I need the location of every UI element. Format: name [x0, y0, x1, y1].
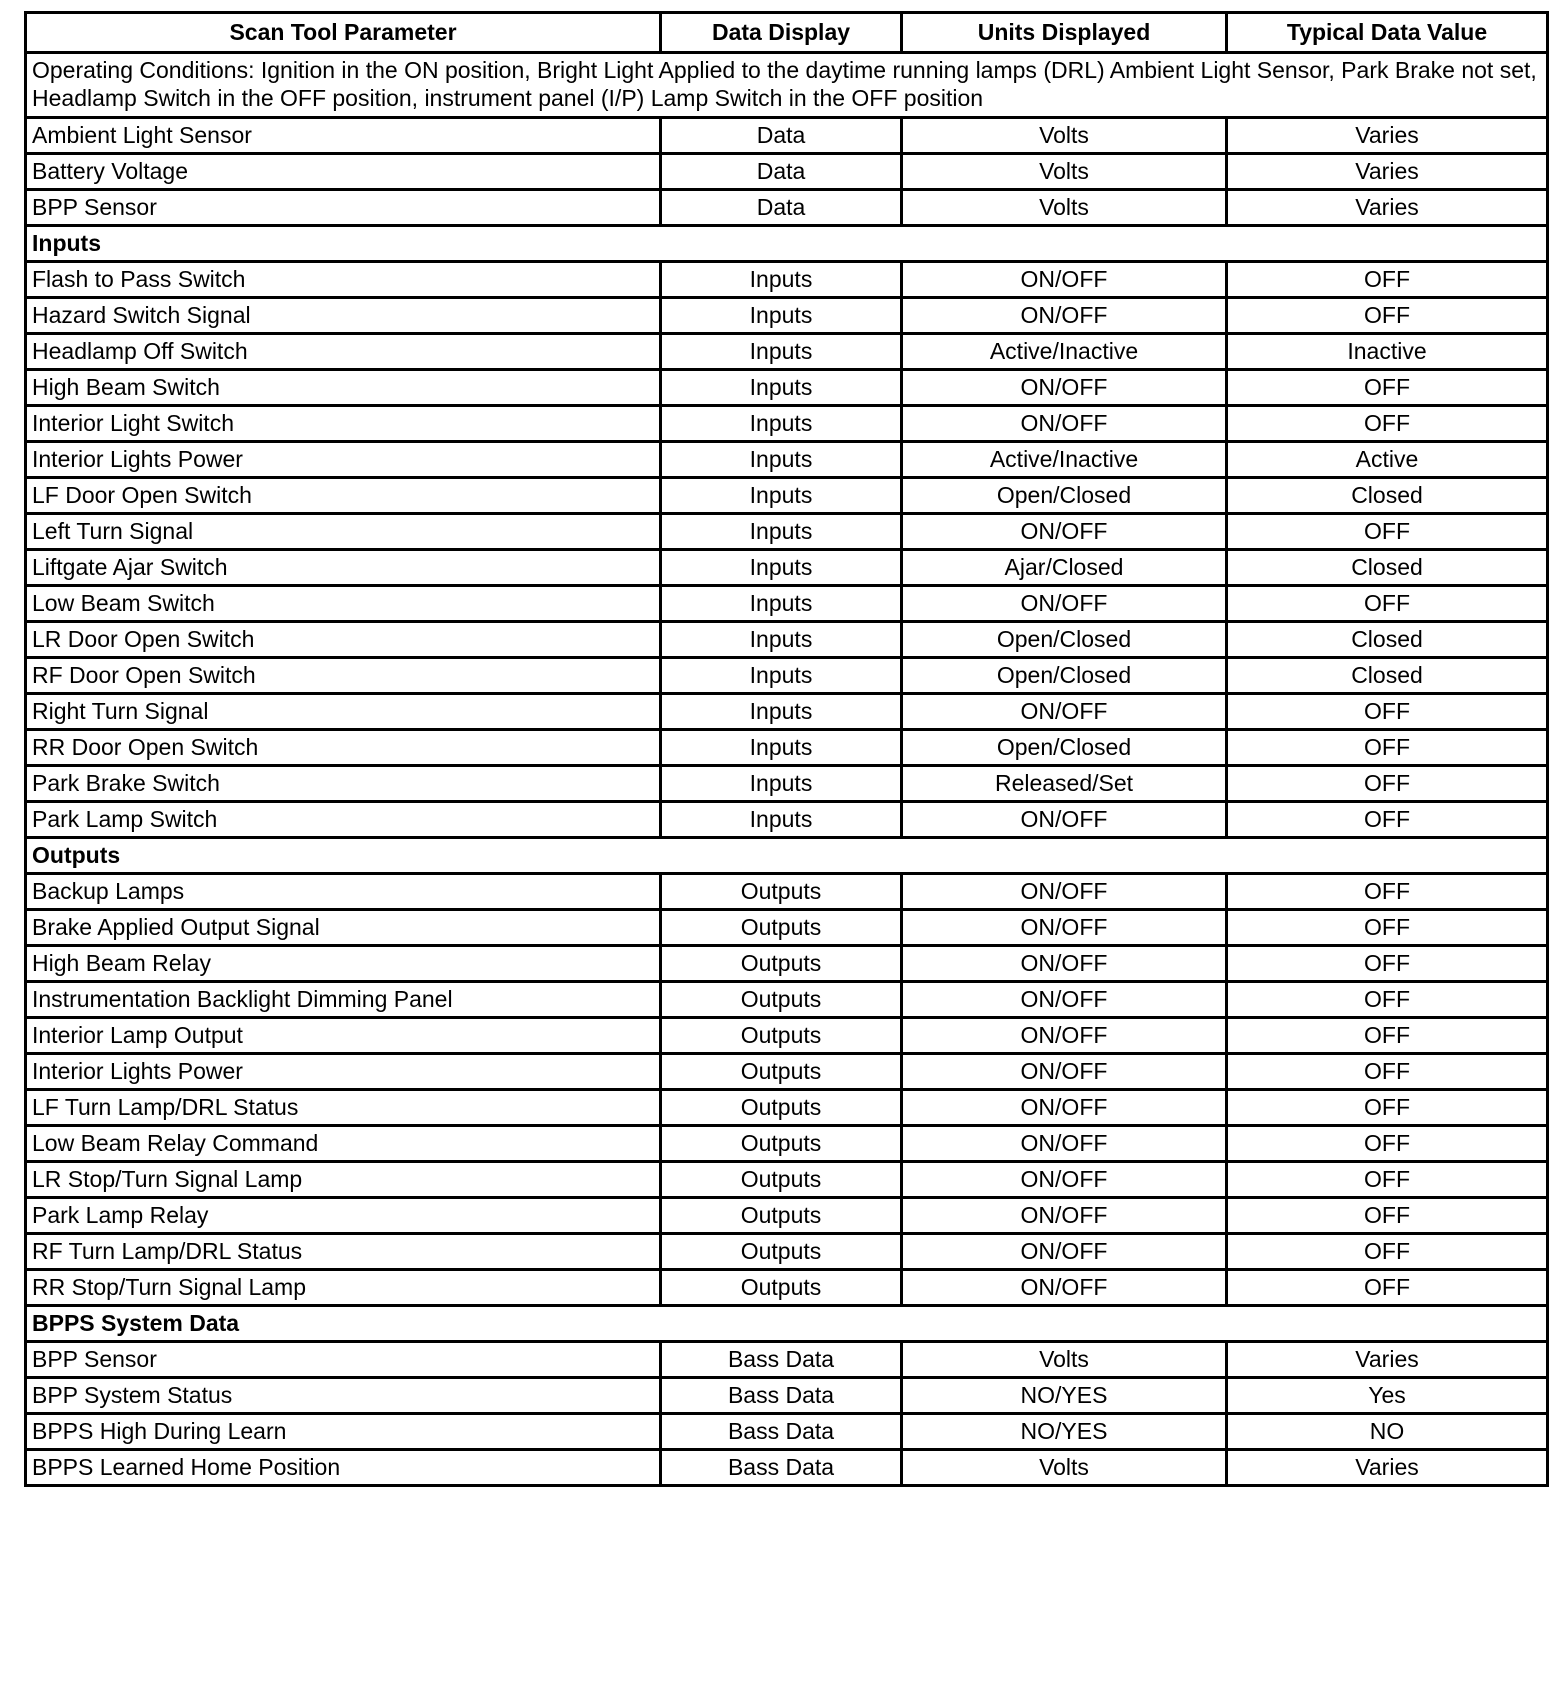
typical-value-cell: OFF [1227, 298, 1548, 334]
units-cell: Active/Inactive [902, 442, 1227, 478]
units-cell: Volts [902, 118, 1227, 154]
typical-value-cell: Varies [1227, 118, 1548, 154]
units-cell: ON/OFF [902, 1162, 1227, 1198]
typical-value-cell: OFF [1227, 262, 1548, 298]
units-cell: ON/OFF [902, 694, 1227, 730]
typical-value-cell: OFF [1227, 1270, 1548, 1306]
table-row [26, 766, 1548, 802]
typical-value-cell: OFF [1227, 910, 1548, 946]
parameter-cell: Right Turn Signal [26, 694, 661, 730]
data-display-cell: Outputs [661, 874, 902, 910]
table-row [26, 334, 1548, 370]
data-display-cell: Outputs [661, 1054, 902, 1090]
data-display-cell: Bass Data [661, 1342, 902, 1378]
parameter-cell: Low Beam Relay Command [26, 1126, 661, 1162]
units-cell: Open/Closed [902, 658, 1227, 694]
parameter-cell: RR Door Open Switch [26, 730, 661, 766]
data-display-cell: Inputs [661, 262, 902, 298]
table-row [26, 874, 1548, 910]
parameter-cell: Low Beam Switch [26, 586, 661, 622]
typical-value-cell: OFF [1227, 730, 1548, 766]
parameter-cell: RF Turn Lamp/DRL Status [26, 1234, 661, 1270]
operating-conditions-row [26, 53, 1548, 118]
data-display-cell: Outputs [661, 1126, 902, 1162]
parameter-cell: Interior Light Switch [26, 406, 661, 442]
table-row [26, 802, 1548, 838]
table-row [26, 1378, 1548, 1414]
units-cell: ON/OFF [902, 1018, 1227, 1054]
parameter-cell: BPPS High During Learn [26, 1414, 661, 1450]
typical-value-cell: OFF [1227, 1198, 1548, 1234]
typical-value-cell: Yes [1227, 1378, 1548, 1414]
section-title: Outputs [26, 838, 1548, 874]
header-data-display: Data Display [661, 13, 902, 53]
section-title: BPPS System Data [26, 1306, 1548, 1342]
data-display-cell: Outputs [661, 1162, 902, 1198]
units-cell: ON/OFF [902, 1198, 1227, 1234]
data-display-cell: Bass Data [661, 1378, 902, 1414]
typical-value-cell: OFF [1227, 514, 1548, 550]
data-display-cell: Inputs [661, 658, 902, 694]
parameter-cell: Hazard Switch Signal [26, 298, 661, 334]
parameter-cell: High Beam Switch [26, 370, 661, 406]
header-parameter: Scan Tool Parameter [26, 13, 661, 53]
units-cell: Volts [902, 1450, 1227, 1486]
typical-value-cell: Varies [1227, 1342, 1548, 1378]
units-cell: ON/OFF [902, 1126, 1227, 1162]
scan-tool-data-table [24, 11, 1549, 1487]
units-cell: Ajar/Closed [902, 550, 1227, 586]
parameter-cell: RF Door Open Switch [26, 658, 661, 694]
data-display-cell: Inputs [661, 298, 902, 334]
units-cell: Volts [902, 154, 1227, 190]
section-title: Inputs [26, 226, 1548, 262]
parameter-cell: Brake Applied Output Signal [26, 910, 661, 946]
table-row [26, 154, 1548, 190]
data-display-cell: Outputs [661, 1090, 902, 1126]
units-cell: ON/OFF [902, 1054, 1227, 1090]
units-cell: Open/Closed [902, 478, 1227, 514]
data-display-cell: Inputs [661, 730, 902, 766]
data-display-cell: Inputs [661, 694, 902, 730]
typical-value-cell: Closed [1227, 478, 1548, 514]
data-display-cell: Bass Data [661, 1414, 902, 1450]
data-display-cell: Inputs [661, 586, 902, 622]
table-body [26, 53, 1548, 1486]
typical-value-cell: Varies [1227, 1450, 1548, 1486]
units-cell: ON/OFF [902, 910, 1227, 946]
units-cell: Volts [902, 190, 1227, 226]
units-cell: ON/OFF [902, 370, 1227, 406]
table-row [26, 1198, 1548, 1234]
units-cell: ON/OFF [902, 586, 1227, 622]
table-row [26, 1126, 1548, 1162]
table-row [26, 514, 1548, 550]
parameter-cell: Park Brake Switch [26, 766, 661, 802]
parameter-cell: LF Turn Lamp/DRL Status [26, 1090, 661, 1126]
table-row [26, 118, 1548, 154]
typical-value-cell: OFF [1227, 694, 1548, 730]
table-row [26, 730, 1548, 766]
typical-value-cell: OFF [1227, 586, 1548, 622]
table-row [26, 442, 1548, 478]
data-display-cell: Outputs [661, 1234, 902, 1270]
data-display-cell: Inputs [661, 550, 902, 586]
table-row [26, 1450, 1548, 1486]
typical-value-cell: OFF [1227, 1018, 1548, 1054]
units-cell: ON/OFF [902, 406, 1227, 442]
data-display-cell: Outputs [661, 946, 902, 982]
table-row [26, 1270, 1548, 1306]
typical-value-cell: OFF [1227, 1162, 1548, 1198]
units-cell: ON/OFF [902, 514, 1227, 550]
data-display-cell: Inputs [661, 442, 902, 478]
table-row [26, 1234, 1548, 1270]
table-row [26, 982, 1548, 1018]
data-display-cell: Outputs [661, 1198, 902, 1234]
parameter-cell: BPP System Status [26, 1378, 661, 1414]
data-display-cell: Data [661, 190, 902, 226]
data-display-cell: Data [661, 154, 902, 190]
units-cell: ON/OFF [902, 982, 1227, 1018]
table-row [26, 406, 1548, 442]
data-display-cell: Inputs [661, 802, 902, 838]
section-header-row [26, 226, 1548, 262]
units-cell: NO/YES [902, 1414, 1227, 1450]
units-cell: NO/YES [902, 1378, 1227, 1414]
typical-value-cell: Active [1227, 442, 1548, 478]
table-row [26, 190, 1548, 226]
parameter-cell: LF Door Open Switch [26, 478, 661, 514]
parameter-cell: Ambient Light Sensor [26, 118, 661, 154]
parameter-cell: Park Lamp Relay [26, 1198, 661, 1234]
units-cell: Open/Closed [902, 730, 1227, 766]
typical-value-cell: OFF [1227, 1234, 1548, 1270]
table-row [26, 262, 1548, 298]
header-typical-value: Typical Data Value [1227, 13, 1548, 53]
table-row [26, 622, 1548, 658]
data-display-cell: Inputs [661, 334, 902, 370]
typical-value-cell: Closed [1227, 550, 1548, 586]
parameter-cell: LR Stop/Turn Signal Lamp [26, 1162, 661, 1198]
typical-value-cell: OFF [1227, 874, 1548, 910]
parameter-cell: Interior Lights Power [26, 1054, 661, 1090]
data-display-cell: Inputs [661, 478, 902, 514]
units-cell: Volts [902, 1342, 1227, 1378]
table-row [26, 1414, 1548, 1450]
units-cell: ON/OFF [902, 946, 1227, 982]
table-row [26, 370, 1548, 406]
header-row [26, 13, 1548, 53]
data-display-cell: Inputs [661, 406, 902, 442]
typical-value-cell: Closed [1227, 622, 1548, 658]
parameter-cell: Instrumentation Backlight Dimming Panel [26, 982, 661, 1018]
data-display-cell: Data [661, 118, 902, 154]
typical-value-cell: Varies [1227, 190, 1548, 226]
table-row [26, 1054, 1548, 1090]
table-row [26, 1090, 1548, 1126]
table-row [26, 658, 1548, 694]
data-display-cell: Outputs [661, 1018, 902, 1054]
data-display-cell: Outputs [661, 910, 902, 946]
table-row [26, 1018, 1548, 1054]
parameter-cell: Interior Lamp Output [26, 1018, 661, 1054]
data-display-cell: Outputs [661, 1270, 902, 1306]
units-cell: Active/Inactive [902, 334, 1227, 370]
data-display-cell: Inputs [661, 370, 902, 406]
table-row [26, 694, 1548, 730]
parameter-cell: Park Lamp Switch [26, 802, 661, 838]
units-cell: ON/OFF [902, 1270, 1227, 1306]
units-cell: ON/OFF [902, 298, 1227, 334]
parameter-cell: BPPS Learned Home Position [26, 1450, 661, 1486]
units-cell: ON/OFF [902, 262, 1227, 298]
typical-value-cell: OFF [1227, 1126, 1548, 1162]
parameter-cell: Left Turn Signal [26, 514, 661, 550]
typical-value-cell: OFF [1227, 982, 1548, 1018]
units-cell: ON/OFF [902, 1234, 1227, 1270]
typical-value-cell: Closed [1227, 658, 1548, 694]
typical-value-cell: OFF [1227, 406, 1548, 442]
typical-value-cell: OFF [1227, 1090, 1548, 1126]
operating-conditions: Operating Conditions: Ignition in the ON position, Bright Light Applied to the daytime running lamps (DRL) Ambient Light Sensor, Park Brake not set, Headlamp Switch in the OFF position, instrument panel (I/P) Lamp Switch in the OFF position [26, 53, 1548, 118]
data-display-cell: Inputs [661, 766, 902, 802]
data-display-cell: Inputs [661, 622, 902, 658]
typical-value-cell: NO [1227, 1414, 1548, 1450]
typical-value-cell: OFF [1227, 802, 1548, 838]
parameter-cell: Liftgate Ajar Switch [26, 550, 661, 586]
typical-value-cell: OFF [1227, 1054, 1548, 1090]
units-cell: ON/OFF [902, 802, 1227, 838]
parameter-cell: Flash to Pass Switch [26, 262, 661, 298]
table-row [26, 478, 1548, 514]
data-display-cell: Inputs [661, 514, 902, 550]
table-row [26, 298, 1548, 334]
table-row [26, 550, 1548, 586]
table-row [26, 946, 1548, 982]
units-cell: Open/Closed [902, 622, 1227, 658]
parameter-cell: Interior Lights Power [26, 442, 661, 478]
parameter-cell: High Beam Relay [26, 946, 661, 982]
data-display-cell: Bass Data [661, 1450, 902, 1486]
parameter-cell: BPP Sensor [26, 1342, 661, 1378]
parameter-cell: Backup Lamps [26, 874, 661, 910]
table-row [26, 1162, 1548, 1198]
units-cell: Released/Set [902, 766, 1227, 802]
header-units: Units Displayed [902, 13, 1227, 53]
table-row [26, 910, 1548, 946]
parameter-cell: Headlamp Off Switch [26, 334, 661, 370]
table-row [26, 1342, 1548, 1378]
table-row [26, 586, 1548, 622]
section-header-row [26, 1306, 1548, 1342]
parameter-cell: Battery Voltage [26, 154, 661, 190]
typical-value-cell: OFF [1227, 370, 1548, 406]
units-cell: ON/OFF [902, 1090, 1227, 1126]
units-cell: ON/OFF [902, 874, 1227, 910]
typical-value-cell: Varies [1227, 154, 1548, 190]
typical-value-cell: Inactive [1227, 334, 1548, 370]
parameter-cell: BPP Sensor [26, 190, 661, 226]
data-display-cell: Outputs [661, 982, 902, 1018]
typical-value-cell: OFF [1227, 946, 1548, 982]
parameter-cell: RR Stop/Turn Signal Lamp [26, 1270, 661, 1306]
typical-value-cell: OFF [1227, 766, 1548, 802]
parameter-cell: LR Door Open Switch [26, 622, 661, 658]
section-header-row [26, 838, 1548, 874]
